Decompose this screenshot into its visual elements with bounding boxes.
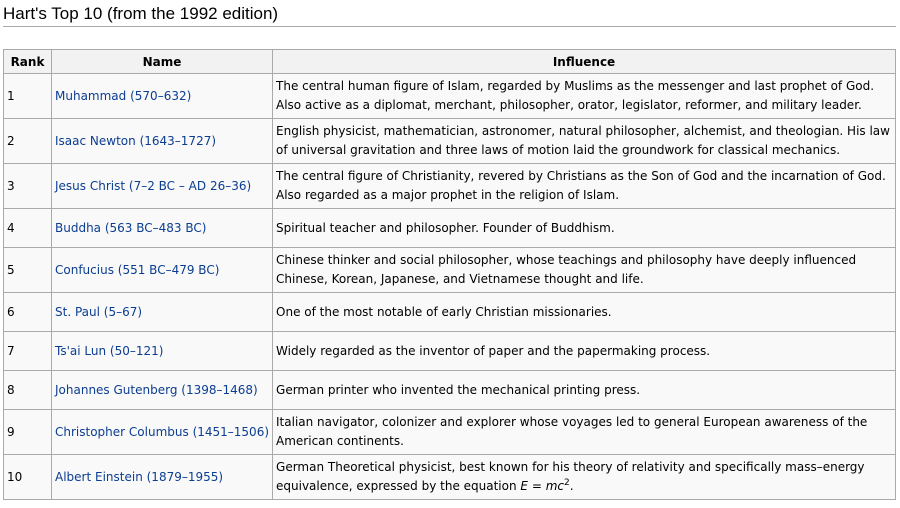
influence-cell: The central figure of Christianity, revered by Christians as the Son of God and the incarnation of God. Also regarded as a major prophet in the religion of Islam.	[273, 164, 896, 209]
person-link[interactable]: Jesus Christ	[55, 178, 126, 193]
rank-cell: 10	[4, 455, 52, 500]
equation-equals: =	[528, 479, 546, 493]
dates-link[interactable]: (1879–1955)	[146, 469, 224, 484]
rank-cell: 8	[4, 371, 52, 410]
person-link[interactable]: Confucius	[55, 262, 114, 277]
person-link[interactable]: Johannes Gutenberg	[55, 382, 178, 397]
table-row	[4, 293, 896, 332]
influence-cell: One of the most notable of early Christian missionaries.	[273, 293, 896, 332]
person-link[interactable]: Albert Einstein	[55, 469, 143, 484]
name-cell	[52, 248, 273, 293]
person-link[interactable]: Ts'ai Lun	[55, 343, 107, 358]
rank-cell: 9	[4, 410, 52, 455]
dates-link[interactable]: (1643–1727)	[139, 133, 217, 148]
name-cell	[52, 371, 273, 410]
top-ten-table	[3, 49, 896, 500]
name-cell	[52, 74, 273, 119]
name-cell	[52, 332, 273, 371]
person-link[interactable]: St. Paul	[55, 304, 100, 319]
name-cell	[52, 410, 273, 455]
influence-cell: Italian navigator, colonizer and explorer whose voyages led to general European awareness of the American continents.	[273, 410, 896, 455]
table-row	[4, 74, 896, 119]
influence-cell: Spiritual teacher and philosopher. Founder of Buddhism.	[273, 209, 896, 248]
rank-cell: 5	[4, 248, 52, 293]
equation-end: .	[569, 479, 574, 493]
equation-lhs: E	[520, 479, 528, 493]
influence-cell	[273, 455, 896, 500]
rank-cell: 4	[4, 209, 52, 248]
name-cell	[52, 164, 273, 209]
influence-cell: English physicist, mathematician, astronomer, natural philosopher, alchemist, and theologian. His law of universal gravitation and three laws of motion laid the groundwork for classical mechanics.	[273, 119, 896, 164]
header-name[interactable]: Name	[52, 50, 273, 74]
person-link[interactable]: Isaac Newton	[55, 133, 136, 148]
rank-cell: 1	[4, 74, 52, 119]
rank-cell: 3	[4, 164, 52, 209]
dates-link[interactable]: (50–121)	[109, 343, 164, 358]
table-header-row	[4, 50, 896, 74]
name-cell	[52, 119, 273, 164]
header-rank[interactable]: Rank	[4, 50, 52, 74]
influence-text: German Theoretical physicist, best known for his theory of relativity and specifically mass–energy equivalence, expressed by the equation	[276, 460, 865, 493]
rank-cell: 2	[4, 119, 52, 164]
person-link[interactable]: Christopher Columbus	[55, 424, 189, 439]
table-row	[4, 119, 896, 164]
influence-cell: Widely regarded as the inventor of paper and the papermaking process.	[273, 332, 896, 371]
dates-link[interactable]: (5–67)	[103, 304, 143, 319]
rank-cell: 7	[4, 332, 52, 371]
dates-link[interactable]: (7–2 BC – AD 26–36)	[128, 178, 252, 193]
rank-cell: 6	[4, 293, 52, 332]
equation-exponent: 2	[563, 478, 570, 488]
table-row	[4, 332, 896, 371]
influence-cell: German printer who invented the mechanical printing press.	[273, 371, 896, 410]
dates-link[interactable]: (551 BC–479 BC)	[117, 262, 220, 277]
dates-link[interactable]: (570–632)	[130, 88, 192, 103]
person-link[interactable]: Buddha	[55, 220, 102, 235]
influence-cell: The central human figure of Islam, regarded by Muslims as the messenger and last prophet of God. Also active as a diplomat, merchant, philosopher, orator, legislator, reformer, and military leader.	[273, 74, 896, 119]
table-row	[4, 455, 896, 500]
section-heading: Hart's Top 10 (from the 1992 edition)	[3, 3, 896, 27]
name-cell	[52, 455, 273, 500]
equation-rhs: mc	[545, 479, 564, 493]
dates-link[interactable]: (1451–1506)	[192, 424, 270, 439]
dates-link[interactable]: (1398–1468)	[181, 382, 258, 397]
table-row	[4, 248, 896, 293]
person-link[interactable]: Muhammad	[55, 88, 127, 103]
dates-link[interactable]: (563 BC–483 BC)	[104, 220, 207, 235]
name-cell	[52, 209, 273, 248]
name-cell	[52, 293, 273, 332]
influence-cell: Chinese thinker and social philosopher, whose teachings and philosophy have deeply influenced Chinese, Korean, Japanese, and Vietnamese thought and life.	[273, 248, 896, 293]
table-row	[4, 209, 896, 248]
table-row	[4, 410, 896, 455]
table-row	[4, 371, 896, 410]
table-row	[4, 164, 896, 209]
header-influence[interactable]: Influence	[273, 50, 896, 74]
